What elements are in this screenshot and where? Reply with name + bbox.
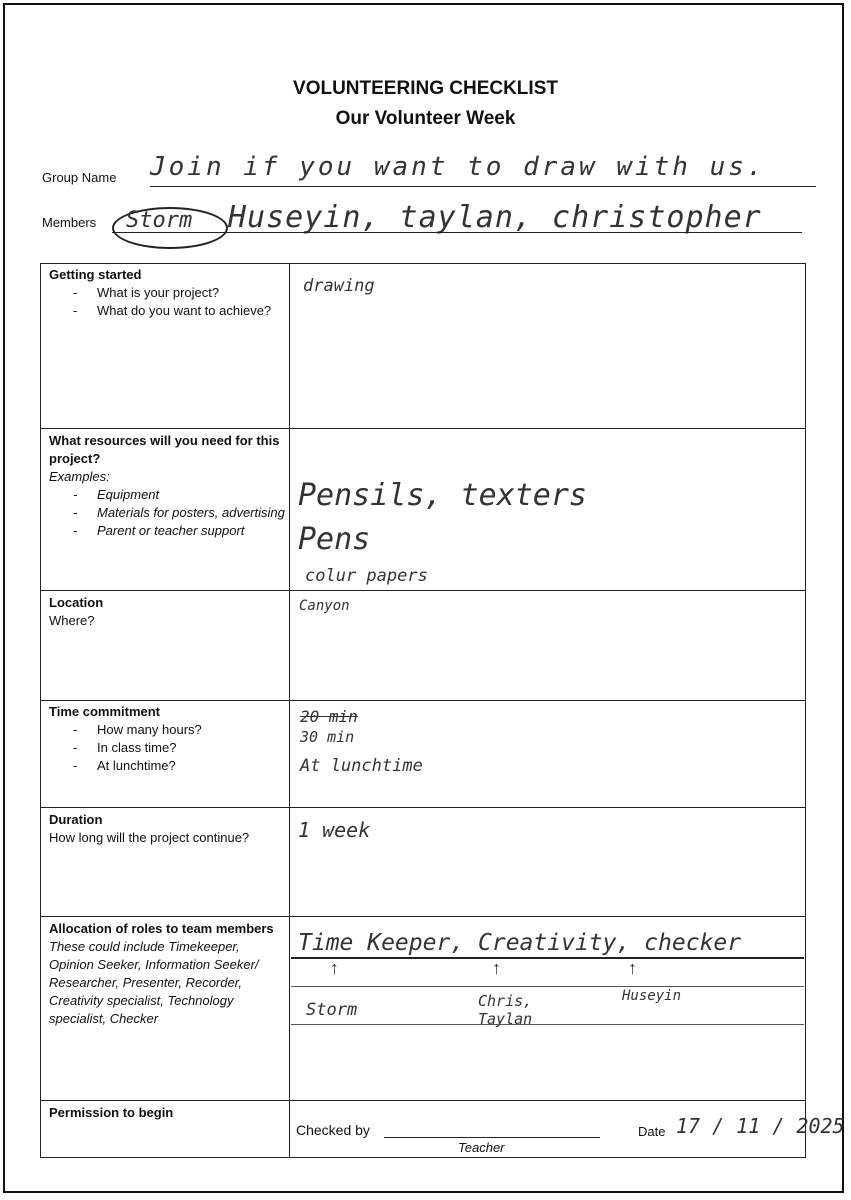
time-answer-line-1[interactable]: 30 min: [300, 728, 355, 746]
roles-heading: Allocation of roles to team members: [49, 921, 274, 936]
resources-examples-label: Examples:: [49, 469, 110, 484]
time-item: - How many hours?: [73, 721, 285, 739]
location-heading: Location: [49, 595, 104, 610]
resources-answer-line-2[interactable]: Pens: [298, 522, 371, 557]
arrow-up-icon: ↑: [492, 958, 501, 978]
duration-cell: [49, 811, 285, 847]
time-item: - At lunchtime?: [73, 757, 285, 775]
location-cell: [49, 594, 285, 630]
row-divider: [40, 807, 806, 808]
document-title: VOLUNTEERING CHECKLIST: [293, 78, 558, 99]
duration-heading: Duration: [49, 812, 103, 827]
roles-guide-line: [291, 986, 804, 987]
table-divider: [289, 263, 290, 1158]
arrow-up-icon: ↑: [628, 958, 637, 978]
role-assignee-2[interactable]: Chris, Taylan: [478, 992, 533, 1028]
getting-started-cell: [49, 266, 285, 320]
group-name-line: [150, 186, 816, 187]
row-divider: [40, 700, 806, 701]
duration-answer[interactable]: 1 week: [298, 818, 371, 842]
location-sub: Where?: [49, 613, 95, 628]
time-answer-line-2[interactable]: At lunchtime: [300, 756, 423, 776]
roles-underline: [291, 957, 804, 959]
teacher-label: Teacher: [458, 1140, 505, 1155]
resources-answer-line-3[interactable]: colur papers: [305, 566, 428, 586]
resources-answer-line-1[interactable]: Pensils, texters: [298, 478, 587, 513]
group-name-label: Group Name: [42, 170, 117, 185]
row-divider: [40, 428, 806, 429]
members-label: Members: [42, 215, 97, 230]
time-item: - In class time?: [73, 739, 285, 757]
roles-cell: [49, 920, 285, 1028]
row-divider: [40, 590, 806, 591]
time-answer-struck[interactable]: 20 min: [300, 707, 358, 726]
getting-started-heading: Getting started: [49, 267, 142, 282]
getting-started-answer[interactable]: drawing: [303, 276, 375, 296]
roles-answer[interactable]: Time Keeper, Creativity, checker: [298, 930, 742, 956]
resources-cell: [49, 432, 285, 540]
location-answer[interactable]: Canyon: [299, 598, 350, 614]
members-value[interactable]: Huseyin, taylan, christopher: [228, 200, 762, 235]
resources-item: - Materials for posters, advertising: [73, 504, 285, 522]
member-circled-name[interactable]: Storm: [126, 208, 193, 233]
time-heading: Time commitment: [49, 704, 161, 719]
resources-item: - Parent or teacher support: [73, 522, 285, 540]
group-name-value[interactable]: Join if you want to draw with us.: [150, 152, 766, 182]
roles-description: These could include Timekeeper, Opinion Seeker, Information Seeker/ Researcher, Presenter, Recorder, Creativity specialist, Technology specialist, Checker: [49, 939, 259, 1026]
checked-by-label: Checked by: [296, 1122, 370, 1138]
permission-cell: [49, 1104, 285, 1122]
arrow-up-icon: ↑: [330, 958, 339, 978]
date-label: Date: [638, 1124, 666, 1139]
date-value[interactable]: 17 / 11 / 2025: [676, 1114, 845, 1138]
time-cell: [49, 703, 285, 775]
checked-by-line[interactable]: [384, 1137, 600, 1138]
row-divider: [40, 1100, 806, 1101]
role-assignee-1[interactable]: Storm: [306, 1000, 358, 1020]
getting-started-item: - What do you want to achieve?: [73, 302, 285, 320]
row-divider: [40, 916, 806, 917]
resources-item: - Equipment: [73, 486, 285, 504]
getting-started-item: - What is your project?: [73, 284, 285, 302]
document-subtitle: Our Volunteer Week: [335, 108, 516, 129]
duration-sub: How long will the project continue?: [49, 830, 250, 845]
role-assignee-3[interactable]: Huseyin: [622, 988, 682, 1004]
permission-heading: Permission to begin: [49, 1105, 174, 1120]
resources-heading: What resources will you need for this project?: [49, 433, 280, 466]
members-line: [112, 232, 802, 233]
